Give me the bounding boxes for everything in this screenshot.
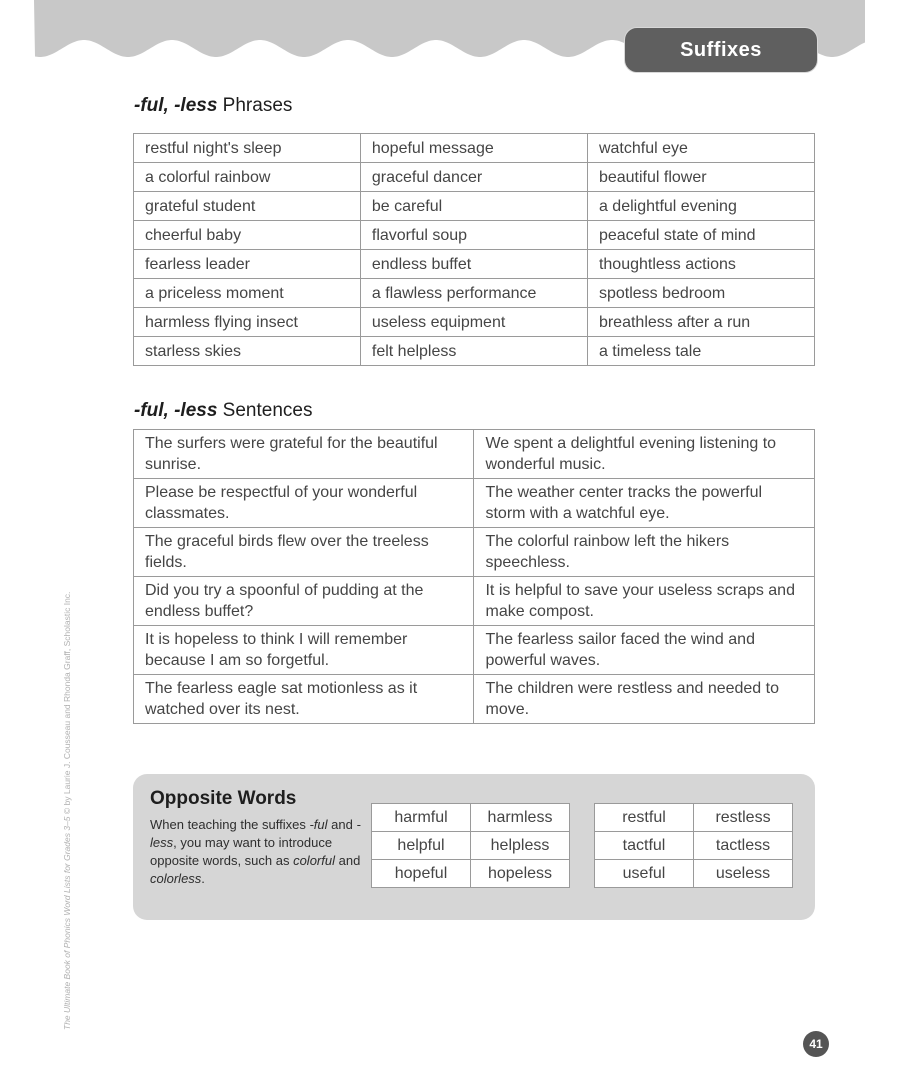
opposite-words-table-1: [371, 803, 570, 888]
phrase-row: [134, 221, 815, 250]
opposite-pair-row-cell: restless: [694, 804, 793, 832]
sentences-heading-text: Sentences: [217, 400, 313, 421]
phrase-row-cell: peaceful state of mind: [587, 221, 814, 250]
phrase-row: [134, 308, 815, 337]
phrase-row-cell: spotless bedroom: [587, 279, 814, 308]
phrase-row-cell: graceful dancer: [360, 163, 587, 192]
section-tab: [625, 28, 817, 72]
opposite-words-description: [150, 816, 365, 888]
section-tab-label: Suffixes: [680, 38, 762, 61]
phrase-row-cell: starless skies: [134, 337, 361, 366]
phrase-row-cell: grateful student: [134, 192, 361, 221]
sentence-row-cell: The children were restless and needed to move.: [474, 675, 815, 724]
phrase-row-cell: a colorful rainbow: [134, 163, 361, 192]
phrase-row-cell: useless equipment: [360, 308, 587, 337]
phrase-row: [134, 337, 815, 366]
phrase-row-cell: a priceless moment: [134, 279, 361, 308]
sentence-row-cell: We spent a delightful evening listening to wonderful music.: [474, 430, 815, 479]
opposite-pair-row-cell: helpful: [372, 832, 471, 860]
phrase-row: [134, 279, 815, 308]
phrase-row: [134, 250, 815, 279]
credit-book-title: The Ultimate Book of Phonics Word Lists for Grades 3–5: [62, 816, 72, 1030]
desc-suffix-ful: -ful: [309, 817, 328, 832]
credit-authors: © by Laurie J. Cousseau and Rhonda Graff, Scholastic Inc.: [62, 591, 72, 817]
sentence-row: [134, 528, 815, 577]
opposite-pair-row: [372, 804, 570, 832]
page-number: 41: [809, 1037, 823, 1051]
phrase-row-cell: cheerful baby: [134, 221, 361, 250]
phrase-row-cell: hopeful message: [360, 134, 587, 163]
phrase-row-cell: endless buffet: [360, 250, 587, 279]
phrase-row: [134, 134, 815, 163]
phrases-table: [133, 133, 815, 366]
opposite-pair-row-cell: helpless: [471, 832, 570, 860]
phrase-row-cell: beautiful flower: [587, 163, 814, 192]
opposite-pair-row-cell: hopeful: [372, 860, 471, 888]
opposite-pair-row-cell: useful: [595, 860, 694, 888]
opposite-words-table-2: [594, 803, 793, 888]
phrases-heading-text: Phrases: [217, 95, 293, 116]
opposite-pair-row-cell: useless: [694, 860, 793, 888]
desc-example-colorful: colorful: [293, 853, 335, 868]
phrase-row-cell: watchful eye: [587, 134, 814, 163]
desc-suffix-less: -less: [150, 817, 361, 850]
copyright-credit: [62, 580, 72, 1030]
phrase-row-cell: flavorful soup: [360, 221, 587, 250]
desc-text: .: [201, 871, 205, 886]
opposite-pair-row: [595, 860, 793, 888]
sentence-row-cell: The graceful birds flew over the treeless fields.: [134, 528, 474, 577]
opposite-pair-row-cell: restful: [595, 804, 694, 832]
page-number-badge: [803, 1031, 829, 1057]
sentence-row-cell: Please be respectful of your wonderful classmates.: [134, 479, 474, 528]
opposite-pair-row-cell: harmless: [471, 804, 570, 832]
sentence-row-cell: The fearless eagle sat motionless as it watched over its nest.: [134, 675, 474, 724]
phrase-row-cell: a flawless performance: [360, 279, 587, 308]
opposite-pair-row-cell: tactless: [694, 832, 793, 860]
phrase-row-cell: breathless after a run: [587, 308, 814, 337]
opposite-pair-row-cell: tactful: [595, 832, 694, 860]
sentence-row: [134, 675, 815, 724]
phrase-row: [134, 192, 815, 221]
opposite-pair-row: [595, 832, 793, 860]
sentence-row: [134, 430, 815, 479]
phrase-row-cell: a delightful evening: [587, 192, 814, 221]
sentences-table: [133, 429, 815, 724]
sentence-row-cell: The fearless sailor faced the wind and powerful waves.: [474, 626, 815, 675]
desc-text: When teaching the suffixes: [150, 817, 310, 832]
phrase-row-cell: thoughtless actions: [587, 250, 814, 279]
sentence-row-cell: It is helpful to save your useless scraps and make compost.: [474, 577, 815, 626]
opposite-pair-row: [595, 804, 793, 832]
opposite-pair-row: [372, 832, 570, 860]
sentence-row-cell: The surfers were grateful for the beautiful sunrise.: [134, 430, 474, 479]
sentence-row-cell: The colorful rainbow left the hikers speechless.: [474, 528, 815, 577]
opposite-pair-row-cell: hopeless: [471, 860, 570, 888]
opposite-pair-row: [372, 860, 570, 888]
phrase-row-cell: be careful: [360, 192, 587, 221]
phrases-heading: [134, 95, 292, 117]
sentence-row: [134, 626, 815, 675]
desc-text: and: [327, 817, 357, 832]
opposite-pair-row-cell: harmful: [372, 804, 471, 832]
desc-example-colorless: colorless: [150, 871, 202, 886]
sentence-row: [134, 577, 815, 626]
phrase-row-cell: a timeless tale: [587, 337, 814, 366]
sentences-heading: [134, 400, 312, 422]
phrase-row: [134, 163, 815, 192]
phrase-row-cell: felt helpless: [360, 337, 587, 366]
desc-text: and: [335, 853, 361, 868]
sentence-row-cell: It is hopeless to think I will remember because I am so forgetful.: [134, 626, 474, 675]
desc-text: , you may want to introduce opposite words, such as: [150, 835, 333, 868]
opposite-words-title: Opposite Words: [150, 788, 297, 809]
phrase-row-cell: restful night's sleep: [134, 134, 361, 163]
sentence-row-cell: The weather center tracks the powerful storm with a watchful eye.: [474, 479, 815, 528]
sentence-row-cell: Did you try a spoonful of pudding at the endless buffet?: [134, 577, 474, 626]
sentence-row: [134, 479, 815, 528]
phrases-heading-suffix: -ful, -less: [134, 95, 218, 116]
phrase-row-cell: harmless flying insect: [134, 308, 361, 337]
phrase-row-cell: fearless leader: [134, 250, 361, 279]
sentences-heading-suffix: -ful, -less: [134, 400, 218, 421]
